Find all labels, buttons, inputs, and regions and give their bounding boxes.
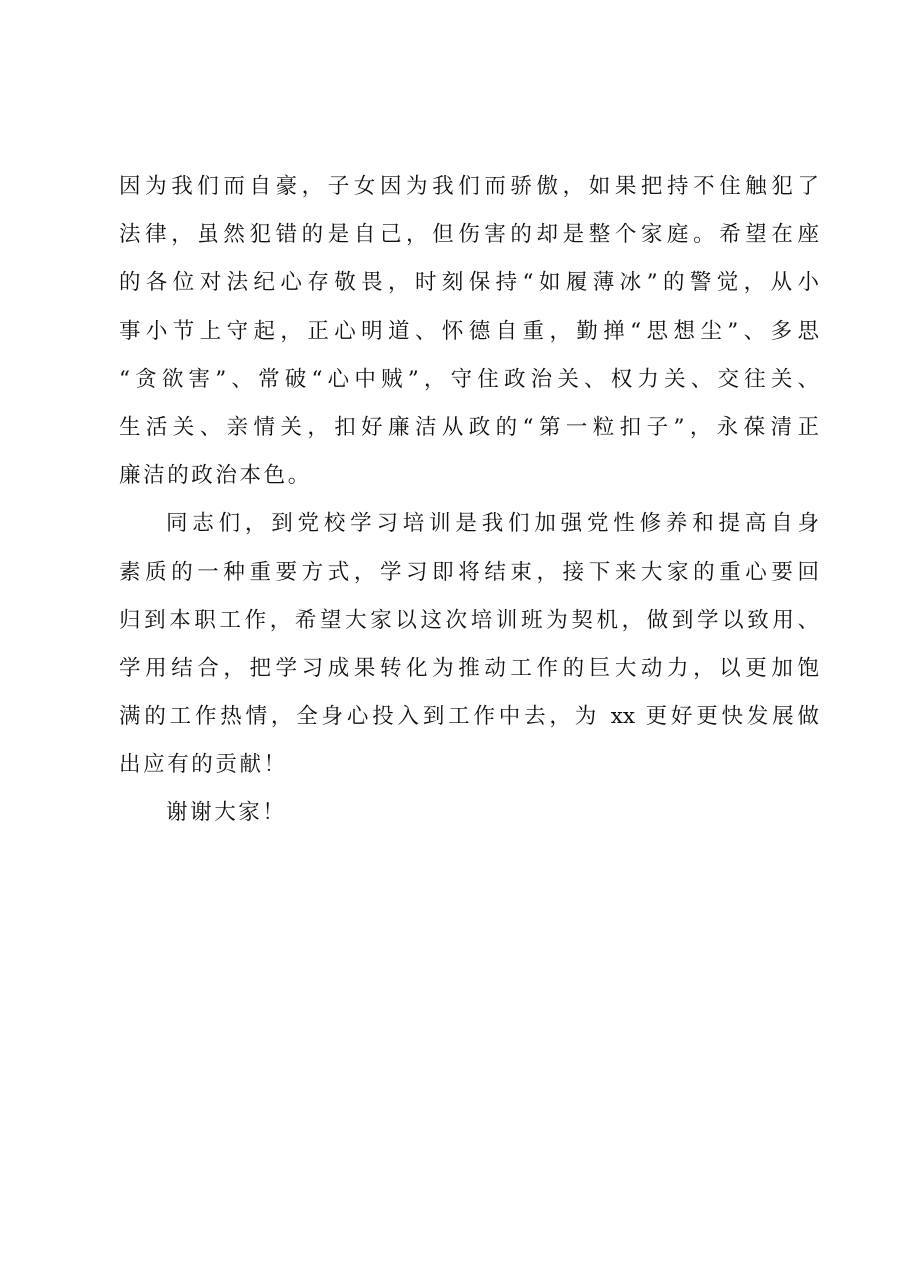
paragraph-2	[119, 500, 819, 789]
text-line: 素质的一种重要方式，学习即将结束，接下来大家的重心要回	[119, 559, 819, 585]
text-line: 学用结合，把学习成果转化为推动工作的巨大动力，以更加饱	[119, 655, 819, 681]
text-line: 生活关、亲情关，扣好廉洁从政的“第一粒扣子”，永葆清正	[119, 414, 819, 440]
text-line: 出应有的贡献！	[119, 752, 288, 778]
text-line: 同志们，到党校学习培训是我们加强党性修养和提高自身	[166, 511, 819, 537]
text-line: “贪欲害”、常破“心中贼”，守住政治关、权力关、交往关、	[119, 366, 819, 392]
paragraph-3	[119, 789, 819, 837]
text-line: 法律，虽然犯错的是自己，但伤害的却是整个家庭。希望在座	[119, 222, 819, 248]
text-line: 因为我们而自豪，子女因为我们而骄傲，如果把持不住触犯了	[119, 174, 819, 199]
document-body	[119, 163, 819, 838]
text-line: 归到本职工作，希望大家以这次培训班为契机，做到学以致用、	[119, 607, 819, 633]
text-line: 的各位对法纪心存敬畏，时刻保持“如履薄冰”的警觉，从小	[119, 270, 819, 296]
text-line: 事小节上守起，正心明道、怀德自重，勤掸“思想尘”、多思	[119, 318, 819, 344]
text-line: 满的工作热情，全身心投入到工作中去，为 xx 更好更快发展做	[119, 704, 819, 730]
text-line: 廉洁的政治本色。	[119, 463, 312, 489]
text-line: 谢谢大家！	[166, 800, 287, 826]
paragraph-1	[119, 163, 819, 500]
